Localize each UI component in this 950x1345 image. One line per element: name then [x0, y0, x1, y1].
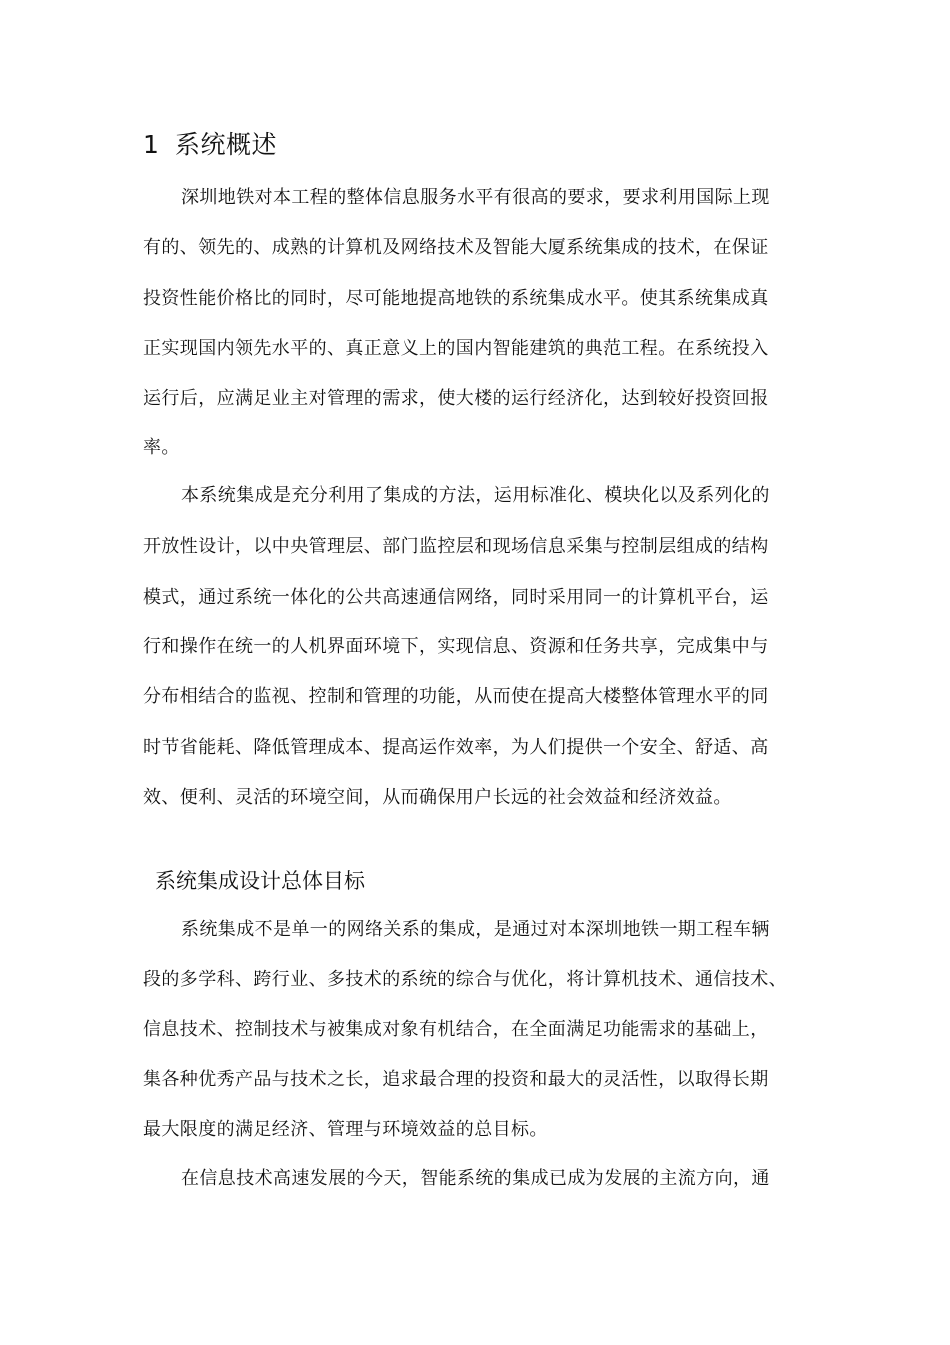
section-1-para-1-line-5: 运行后，应满足业主对管理的需求，使大楼的运行经济化，达到较好投资回报	[143, 388, 769, 409]
section-1-para-2-line-1: 本系统集成是充分利用了集成的方法，运用标准化、模块化以及系列化的	[181, 485, 770, 506]
section-2-para-1-line-5: 最大限度的满足经济、管理与环境效益的总目标。	[143, 1119, 548, 1140]
section-2-para-1-line-3: 信息技术、控制技术与被集成对象有机结合，在全面满足功能需求的基础上，	[143, 1019, 769, 1040]
section-1-number: 1	[143, 130, 160, 159]
section-1-para-1-line-6: 率。	[143, 437, 180, 458]
section-1-para-1-line-4: 正实现国内领先水平的、真正意义上的国内智能建筑的典范工程。在系统投入	[143, 338, 769, 359]
section-1-para-2-line-2: 开放性设计，以中央管理层、部门监控层和现场信息采集与控制层组成的结构	[143, 536, 769, 557]
section-1-para-1-line-1: 深圳地铁对本工程的整体信息服务水平有很高的要求，要求利用国际上现	[181, 187, 770, 208]
section-1-para-2-line-4: 行和操作在统一的人机界面环境下，实现信息、资源和任务共享，完成集中与	[143, 636, 769, 657]
section-2-heading: 系统集成设计总体目标	[155, 869, 365, 893]
section-1-para-2-line-6: 时节省能耗、降低管理成本、提高运作效率，为人们提供一个安全、舒适、高	[143, 737, 769, 758]
section-1-para-1-line-3: 投资性能价格比的同时，尽可能地提高地铁的系统集成水平。使其系统集成真	[143, 288, 769, 309]
section-2-para-1-line-4: 集各种优秀产品与技术之长，追求最合理的投资和最大的灵活性，以取得长期	[143, 1069, 769, 1090]
section-2-para-1-line-2: 段的多学科、跨行业、多技术的系统的综合与优化，将计算机技术、通信技术、	[143, 969, 787, 990]
section-1-para-1-line-2: 有的、领先的、成熟的计算机及网络技术及智能大厦系统集成的技术，在保证	[143, 237, 769, 258]
section-1-para-2-line-5: 分布相结合的监视、控制和管理的功能，从而使在提高大楼整体管理水平的同	[143, 686, 769, 707]
section-2-para-2-line-1: 在信息技术高速发展的今天，智能系统的集成已成为发展的主流方向，通	[181, 1168, 770, 1189]
section-1-para-2-line-7: 效、便利、灵活的环境空间，从而确保用户长远的社会效益和经济效益。	[143, 787, 732, 808]
section-2-para-1-line-1: 系统集成不是单一的网络关系的集成，是通过对本深圳地铁一期工程车辆	[181, 919, 770, 940]
section-1-heading	[143, 125, 277, 165]
section-1-para-2-line-3: 模式，通过系统一体化的公共高速通信网络，同时采用同一的计算机平台，运	[143, 587, 769, 608]
section-1-title: 系统概述	[175, 130, 278, 159]
